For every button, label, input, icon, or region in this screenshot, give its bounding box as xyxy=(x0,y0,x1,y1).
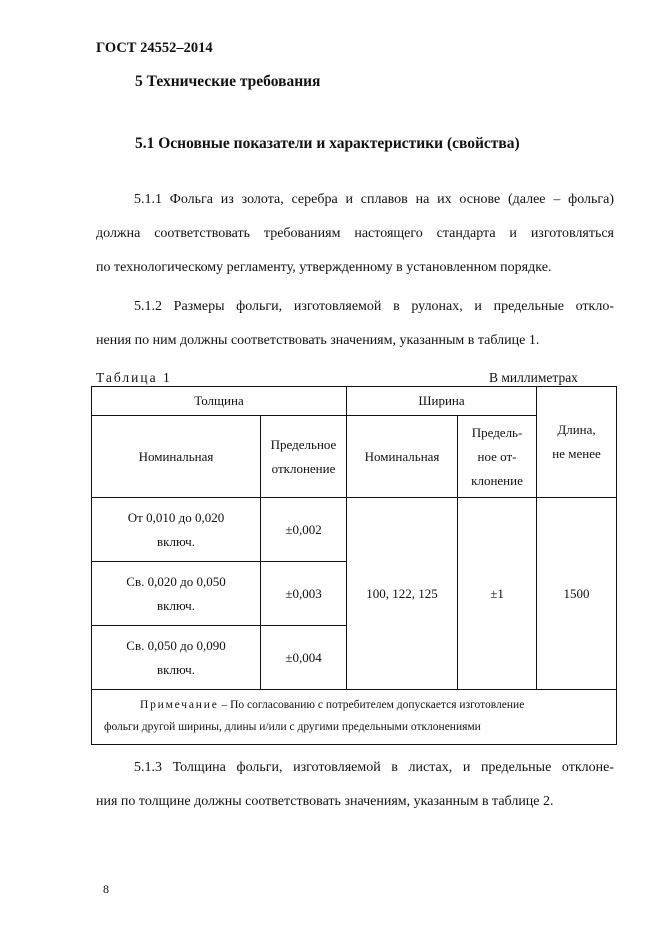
width-nominal-value: 100, 122, 125 xyxy=(347,498,458,690)
paragraph-5-1-1 xyxy=(96,190,614,292)
note-label: Примечание xyxy=(140,699,219,711)
table-note xyxy=(92,690,617,745)
header-length xyxy=(537,387,617,498)
paragraph-5-1-3 xyxy=(96,758,614,826)
section-title: 5 Технические требования xyxy=(135,73,321,90)
range-line: включ. xyxy=(157,661,195,677)
subsection-title: 5.1 Основные показатели и характеристики (свойства) xyxy=(135,135,520,152)
header-thickness: Толщина xyxy=(92,387,347,416)
table-caption: Таблица 1 xyxy=(96,370,172,385)
paragraph-line: 5.1.1 Фольга из золота, серебра и сплавов на их основе (далее – фольга) xyxy=(134,192,614,207)
header-line: клонение xyxy=(471,472,523,488)
table-units: В миллиметрах xyxy=(489,370,578,385)
paragraph-5-1-2 xyxy=(96,297,614,365)
thickness-deviation: ±0,004 xyxy=(261,626,347,690)
thickness-deviation: ±0,002 xyxy=(261,498,347,562)
header-line: отклонение xyxy=(271,460,336,476)
thickness-range xyxy=(92,626,261,690)
header-width: Ширина xyxy=(347,387,537,416)
range-line: включ. xyxy=(157,533,195,549)
header-line: Предель- xyxy=(471,424,523,440)
table-row xyxy=(92,498,617,562)
dimensions-table xyxy=(91,386,617,745)
thickness-range xyxy=(92,498,261,562)
header-length-line: Длина, xyxy=(557,422,596,437)
paragraph-line: должна соответствовать требованиям настоящего стандарта и изготовляться xyxy=(96,226,614,241)
range-line: Св. 0,050 до 0,090 xyxy=(126,637,226,653)
header-line: ное от- xyxy=(477,448,517,464)
document-code: ГОСТ 24552–2014 xyxy=(96,40,213,56)
note-line xyxy=(104,694,606,716)
range-line: Св. 0,020 до 0,050 xyxy=(126,573,226,589)
header-length-line: не менее xyxy=(552,446,601,461)
paragraph-line: нения по ним должны соответствовать значениям, указанным в таблице 1. xyxy=(96,333,540,348)
table-note-row xyxy=(92,690,617,745)
width-deviation-value: ±1 xyxy=(458,498,537,690)
range-line: От 0,010 до 0,020 xyxy=(127,509,225,525)
note-text: – По согласованию с потребителем допускается изготовление xyxy=(221,699,525,711)
paragraph-line: 5.1.3 Толщина фольги, изготовляемой в листах, и предельные отклоне- xyxy=(134,760,614,775)
range-line: включ. xyxy=(157,597,195,613)
paragraph-line: по технологическому регламенту, утвержденному в установленном порядке. xyxy=(96,260,552,275)
page-number: 8 xyxy=(103,882,109,896)
header-deviation-thickness xyxy=(261,416,347,498)
note-line: фольги другой ширины, длины и/или с другими предельными отклонениями xyxy=(104,721,481,733)
paragraph-line: ния по толщине должны соответствовать значениям, указанным в таблице 2. xyxy=(96,794,554,809)
header-line: Предельное xyxy=(270,436,337,452)
paragraph-line: 5.1.2 Размеры фольги, изготовляемой в рулонах, и предельные откло- xyxy=(134,299,614,314)
header-deviation-width xyxy=(458,416,537,498)
thickness-range xyxy=(92,562,261,626)
header-nominal-thickness: Номинальная xyxy=(92,416,261,498)
thickness-deviation: ±0,003 xyxy=(261,562,347,626)
header-nominal-width: Номинальная xyxy=(347,416,458,498)
length-min-value: 1500 xyxy=(537,498,617,690)
